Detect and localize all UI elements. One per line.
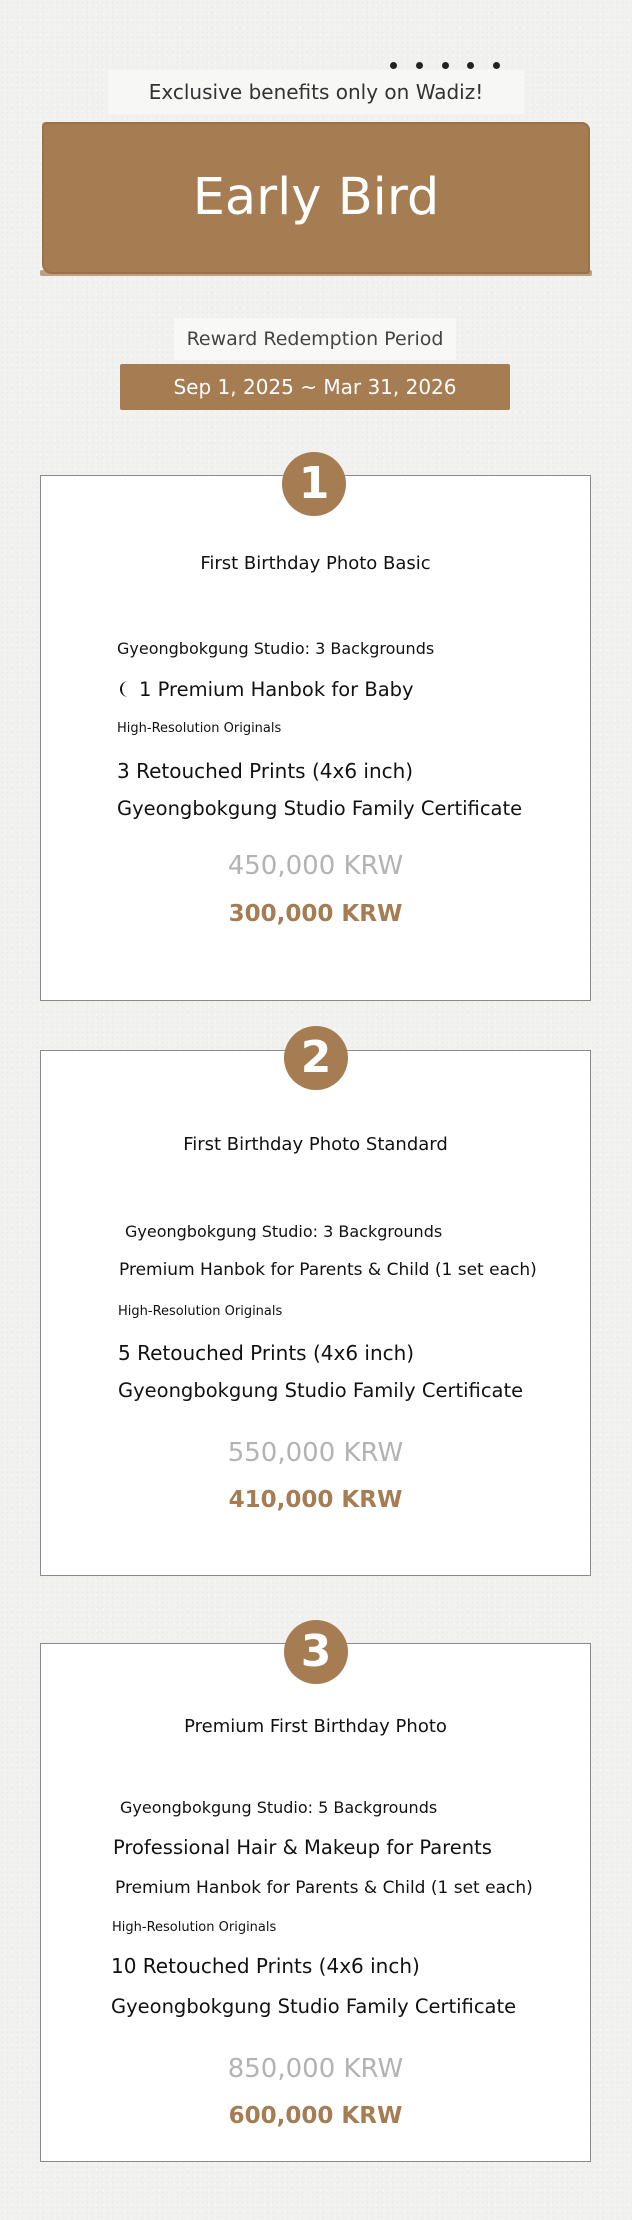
package-item: High-Resolution Originals bbox=[112, 1920, 277, 1935]
package-item: Premium Hanbok for Parents & Child (1 set each) bbox=[115, 1878, 533, 1898]
sale-price: 410,000 KRW bbox=[228, 1487, 403, 1513]
package-item: Gyeongbokgung Studio: 5 Backgrounds bbox=[120, 1798, 438, 1817]
dot-icon bbox=[416, 62, 423, 69]
dot-icon bbox=[467, 62, 474, 69]
tagline: Exclusive benefits only on Wadiz! bbox=[108, 70, 524, 114]
package-item: Gyeongbokgung Studio: 3 Backgrounds bbox=[117, 639, 435, 658]
package-title: Premium First Birthday Photo bbox=[184, 1716, 447, 1737]
sale-price: 300,000 KRW bbox=[228, 901, 403, 927]
period-dates: Sep 1, 2025 ~ Mar 31, 2026 bbox=[120, 364, 510, 410]
period-label: Reward Redemption Period bbox=[174, 318, 456, 360]
dot-icon bbox=[390, 62, 397, 69]
original-price: 550,000 KRW bbox=[227, 1438, 404, 1468]
early-bird-banner: Early Bird bbox=[42, 122, 590, 274]
package-number-badge: 2 bbox=[284, 1026, 348, 1090]
package-item: Gyeongbokgung Studio Family Certificate bbox=[117, 797, 523, 820]
package-item: Premium Hanbok for Parents & Child (1 set each) bbox=[119, 1260, 537, 1280]
original-price: 850,000 KRW bbox=[227, 2054, 404, 2084]
package-number-badge: 1 bbox=[282, 452, 346, 516]
crescent-icon bbox=[117, 680, 133, 698]
package-title: First Birthday Photo Basic bbox=[200, 553, 431, 574]
sale-price: 600,000 KRW bbox=[228, 2103, 403, 2129]
package-title: First Birthday Photo Standard bbox=[183, 1134, 448, 1155]
package-item: High-Resolution Originals bbox=[118, 1304, 283, 1319]
package-item: Professional Hair & Makeup for Parents bbox=[113, 1836, 492, 1859]
original-price: 450,000 KRW bbox=[227, 851, 404, 881]
package-item: Gyeongbokgung Studio: 3 Backgrounds bbox=[125, 1222, 443, 1241]
package-item: 10 Retouched Prints (4x6 inch) bbox=[111, 1954, 420, 1978]
package-number-badge: 3 bbox=[284, 1620, 348, 1684]
dot-icon bbox=[493, 62, 500, 69]
package-item: Gyeongbokgung Studio Family Certificate bbox=[118, 1379, 524, 1402]
package-item: Gyeongbokgung Studio Family Certificate bbox=[111, 1995, 517, 2018]
dot-icon bbox=[442, 62, 449, 69]
package-item: 5 Retouched Prints (4x6 inch) bbox=[118, 1341, 415, 1365]
package-item: 3 Retouched Prints (4x6 inch) bbox=[117, 759, 414, 783]
package-item: High-Resolution Originals bbox=[117, 721, 282, 736]
package-item: 1 Premium Hanbok for Baby bbox=[117, 678, 414, 701]
